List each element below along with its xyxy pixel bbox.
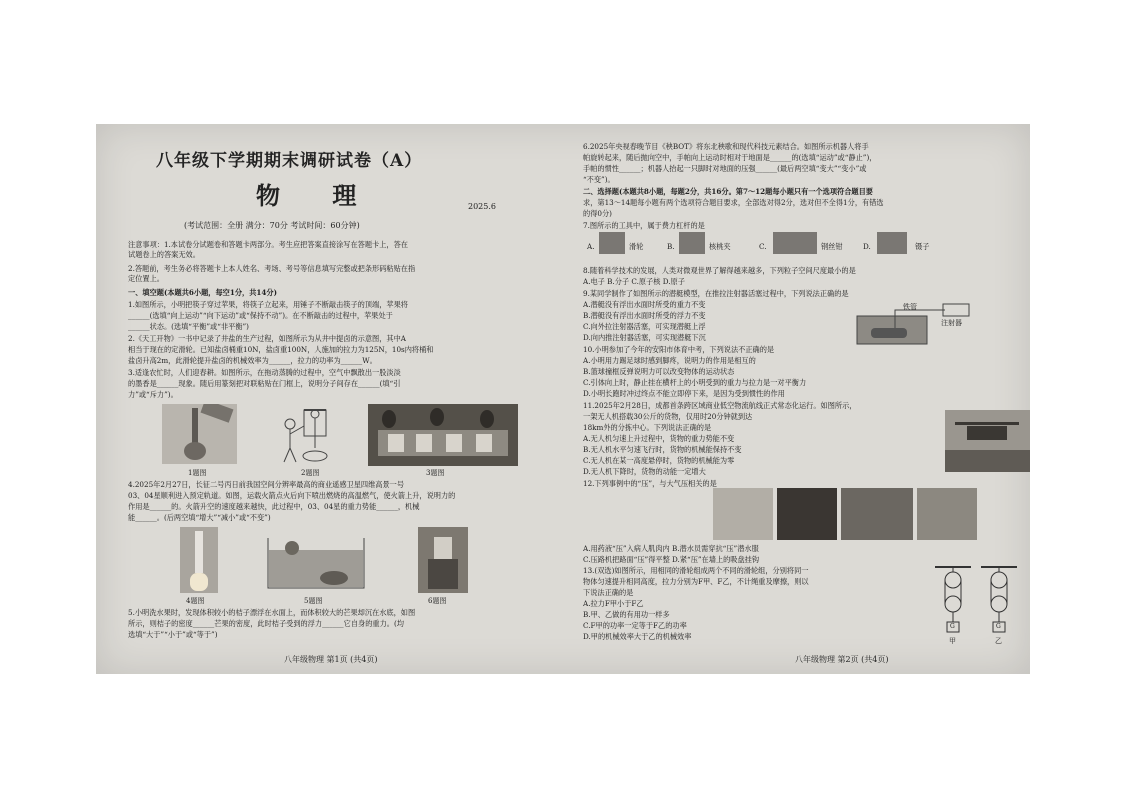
page-footer: 八年级物理 第2页 (共4页) — [795, 655, 889, 664]
question-line: 手帕的惯性______；机器人抬起一只脚时对地面的压强______(最后两空填“变大”“变小”或 — [583, 164, 867, 173]
figure-caption: 1题图 — [188, 469, 207, 477]
q7-option-b-label: 核桃夹 — [709, 242, 731, 251]
figure-2-drawing — [274, 404, 344, 466]
exam-scope: (考试范围：全册 满分：70分 考试时间：60分钟) — [184, 221, 360, 230]
question-line: 10.小明参加了今年的安阳市体育中考，下列说法不正确的是 — [583, 345, 775, 354]
question-line: 一架无人机搭载30公斤的货物，仅用时20分钟就到达 — [583, 412, 753, 421]
road-roller-photo — [841, 488, 913, 540]
question-line: D.向内推注射器活塞，可实现潜艇下沉 — [583, 333, 706, 342]
question-line: 选填“大于”“小于”或“等于”) — [128, 630, 218, 639]
question-line: 所示，则桔子的密度______芒果的密度，此时桔子受到的浮力______它自身的重力。(均 — [128, 619, 404, 628]
pulley-system-figure — [931, 564, 1021, 648]
q7-option-d: D. — [863, 242, 871, 251]
question-line: ______状态。(选填“平衡”或“非平衡”) — [128, 322, 249, 331]
notice-line: 2.答题前，考生务必将答题卡上本人姓名、考场、考号等信息填写完整或把条形码粘贴在指 — [128, 264, 416, 273]
question-line: A.电子 B.分子 C.原子核 D.原子 — [583, 277, 685, 286]
question-line: 的墨香是______现象。随后用篆刻把对联粘贴在门框上，说明分子间存在______(填“引 — [128, 379, 401, 388]
page-footer: 八年级物理 第1页 (共4页) — [284, 655, 378, 664]
question-line: C.引体向上时，静止挂在横杆上的小明受到的重力与拉力是一对平衡力 — [583, 378, 807, 387]
question-line: 力”或“斥力”)。 — [128, 390, 178, 399]
q7-option-c: C. — [759, 242, 767, 251]
question-line: 2.《天工开物》一书中记录了井盐的生产过程，如图所示为从井中提卤的示意图，其中A — [128, 334, 406, 343]
figure-caption: 4题图 — [186, 597, 205, 605]
question-line: B.无人机水平匀速飞行时，货物的机械能保持不变 — [583, 445, 742, 454]
question-line: D.甲的机械效率大于乙的机械效率 — [583, 632, 692, 641]
question-line: C.无人机在某一高度悬停时，货物的机械能为零 — [583, 456, 735, 465]
question-line: 11.2025年2月28日，成都首条跨区域商业低空物流航线正式常态化运行。如图所示， — [583, 401, 857, 410]
question-line: 作用是______的。火箭升空的速度越来越快，此过程中，03、04星的重力势能______，机械 — [128, 502, 420, 511]
diver-photo — [777, 488, 837, 540]
question-line: 4.2025年2月27日，长征二号丙日前我国空间分辨率最高的商业遥感卫星四维高景一号 — [128, 480, 405, 489]
figure-1-image — [162, 404, 237, 464]
valve-label: 铁管 — [903, 303, 917, 311]
question-line: “不变”)。 — [583, 175, 615, 184]
figure-caption: 2题图 — [301, 469, 320, 477]
question-line: 6.2025年央视春晚节目《秧BOT》将东北秧歌和现代科技元素结合。如图所示机器人将手 — [583, 142, 869, 151]
page-2 — [563, 124, 1030, 674]
q7-option-c-label: 钢丝钳 — [821, 242, 843, 251]
suction-hook-photo — [917, 488, 977, 540]
pliers-image — [773, 232, 817, 254]
exam-subject: 物 理 — [256, 181, 379, 210]
label-yi: 乙 — [995, 637, 1002, 645]
figure-6-photo — [418, 527, 468, 593]
figure-caption: 6题图 — [428, 597, 447, 605]
q7-option-a-label: 滑轮 — [629, 242, 644, 251]
notice-line: 注意事项：1.本试卷分试题卷和答题卡两部分。考生应把答案直接涂写在答题卡上，答在 — [128, 240, 408, 249]
question-line: D.小明长跑时冲过终点不能立即停下来，是因为受到惯性的作用 — [583, 389, 785, 398]
question-line: C.F甲的功率一定等于F乙的功率 — [583, 621, 687, 630]
question-line: 能______。(后两空填“增大”“减小”或“不变”) — [128, 513, 271, 522]
figure-caption: 5题图 — [304, 597, 323, 605]
question-line: 13.(双选)如图所示，用相同的滑轮组成两个不同的滑轮组，分别将同一 — [583, 566, 809, 575]
question-line: 相当于现在的定滑轮。已知盐卤桶重10N，盐卤重100N，人施加的拉力为125N，10s内将桶和 — [128, 345, 434, 354]
label-jia: 甲 — [949, 637, 956, 645]
question-line: A.潜艇没有浮出水面时所受的重力不变 — [583, 300, 706, 309]
question-line: D.无人机下降时，货物的动能一定增大 — [583, 467, 706, 476]
question-line: 求，第13～14题每小题有两个选项符合题目要求，全部选对得2分，选对但不全得1分，有错选 — [583, 198, 884, 207]
drone-photo — [945, 410, 1030, 472]
page-1 — [96, 124, 563, 674]
question-line: 下说法正确的是 — [583, 588, 634, 597]
question-line: 5.小明洗水果时，发现体积较小的桔子漂浮在水面上，而体积较大的芒果却沉在水底，如图 — [128, 608, 416, 617]
q7-option-d-label: 镊子 — [915, 242, 930, 251]
question-line: 物体匀速提升相同高度，拉力分别为F甲、F乙，不计绳重及摩擦，则以 — [583, 577, 809, 586]
q7-option-a: A. — [587, 242, 595, 251]
exam-sheet — [96, 124, 1030, 674]
question-line: B.篮球撞框反弹说明力可以改变物体的运动状态 — [583, 367, 735, 376]
question-line: B.甲、乙做的有用功一样多 — [583, 610, 670, 619]
figure-3-photo — [368, 404, 518, 466]
section-heading: 一、填空题(本题共6小题，每空1分，共14分) — [128, 288, 277, 297]
exam-title: 八年级下学期期末调研试卷（A） — [156, 151, 423, 171]
question-line: A.拉力F甲小于F乙 — [583, 599, 644, 608]
section-heading: 二、选择题(本题共8小题，每题2分，共16分。第7～12题每小题只有一个选项符合题目要 — [583, 187, 873, 196]
question-line: C.压路机把路面“压”得平整 D.紧“压”在墙上的吸盘挂钩 — [583, 555, 760, 564]
figure-5-drawing — [264, 534, 368, 592]
nutcracker-image — [679, 232, 705, 254]
question-line: 9.某同学制作了如图所示的潜艇模型，在推拉注射器活塞过程中，下列说法正确的是 — [583, 289, 849, 298]
question-line: 18km外的分拣中心。下列说法正确的是 — [583, 423, 712, 432]
question-line: 1.如图所示，小明把筷子穿过苹果，将筷子立起来，用锤子不断敲击筷子的顶端，苹果将 — [128, 300, 408, 309]
weight-label: G — [950, 623, 955, 630]
question-line: 03、04星顺利进入预定轨道。如图，运载火箭点火后向下喷出燃烧的高温燃气，使火箭上升，说明力的 — [128, 491, 456, 500]
question-line: 7.图所示的工具中，属于费力杠杆的是 — [583, 221, 705, 230]
question-line: 盐卤升高2m，此滑轮提升盐卤的机械效率为______，拉力的功率为______W。 — [128, 356, 377, 365]
weight-label: G — [996, 623, 1001, 630]
figure-4-photo — [180, 527, 218, 593]
submarine-figure — [855, 302, 973, 346]
question-line: 3.适逢农忙时，人们迎春耕。如图所示，在拖动蒸腾的过程中，空气中飘散出一股淡淡 — [128, 368, 401, 377]
notice-line: 试题卷上的答案无效。 — [128, 250, 200, 259]
question-line: 12.下列事例中的“压”，与大气压相关的是 — [583, 479, 717, 488]
question-line: ______(选填“向上运动”“向下运动”或“保持不动”)。在不断敲击的过程中，苹果处于 — [128, 311, 393, 320]
syringe-label: 注射器 — [941, 319, 962, 327]
notice-line: 定位置上。 — [128, 274, 164, 283]
question-line: 帕旋转起来，随后抛向空中，手帕向上运动时相对于地面是______的(选填“运动”或“静止”)， — [583, 153, 877, 162]
q7-option-b: B. — [667, 242, 675, 251]
injection-photo — [713, 488, 773, 540]
question-line: A.无人机匀速上升过程中，货物的重力势能不变 — [583, 434, 735, 443]
question-line: C.向外拉注射器活塞，可实现潜艇上浮 — [583, 322, 706, 331]
question-line: B.潜艇没有浮出水面时所受的浮力不变 — [583, 311, 706, 320]
question-line: 的得0分) — [583, 209, 612, 218]
question-line: A.小明用力踢足球时感到脚疼，说明力的作用是相互的 — [583, 356, 756, 365]
exam-date: 2025.6 — [468, 202, 496, 211]
question-line: A.用药液“压”入病人肌肉内 B.潜水员需穿抗“压”潜水服 — [583, 544, 759, 553]
question-line: 8.随着科学技术的发展，人类对微观世界了解得越来越多，下列粒子空间尺度最小的是 — [583, 266, 856, 275]
pulley-image — [599, 232, 625, 254]
tweezers-image — [877, 232, 907, 254]
figure-caption: 3题图 — [426, 469, 445, 477]
